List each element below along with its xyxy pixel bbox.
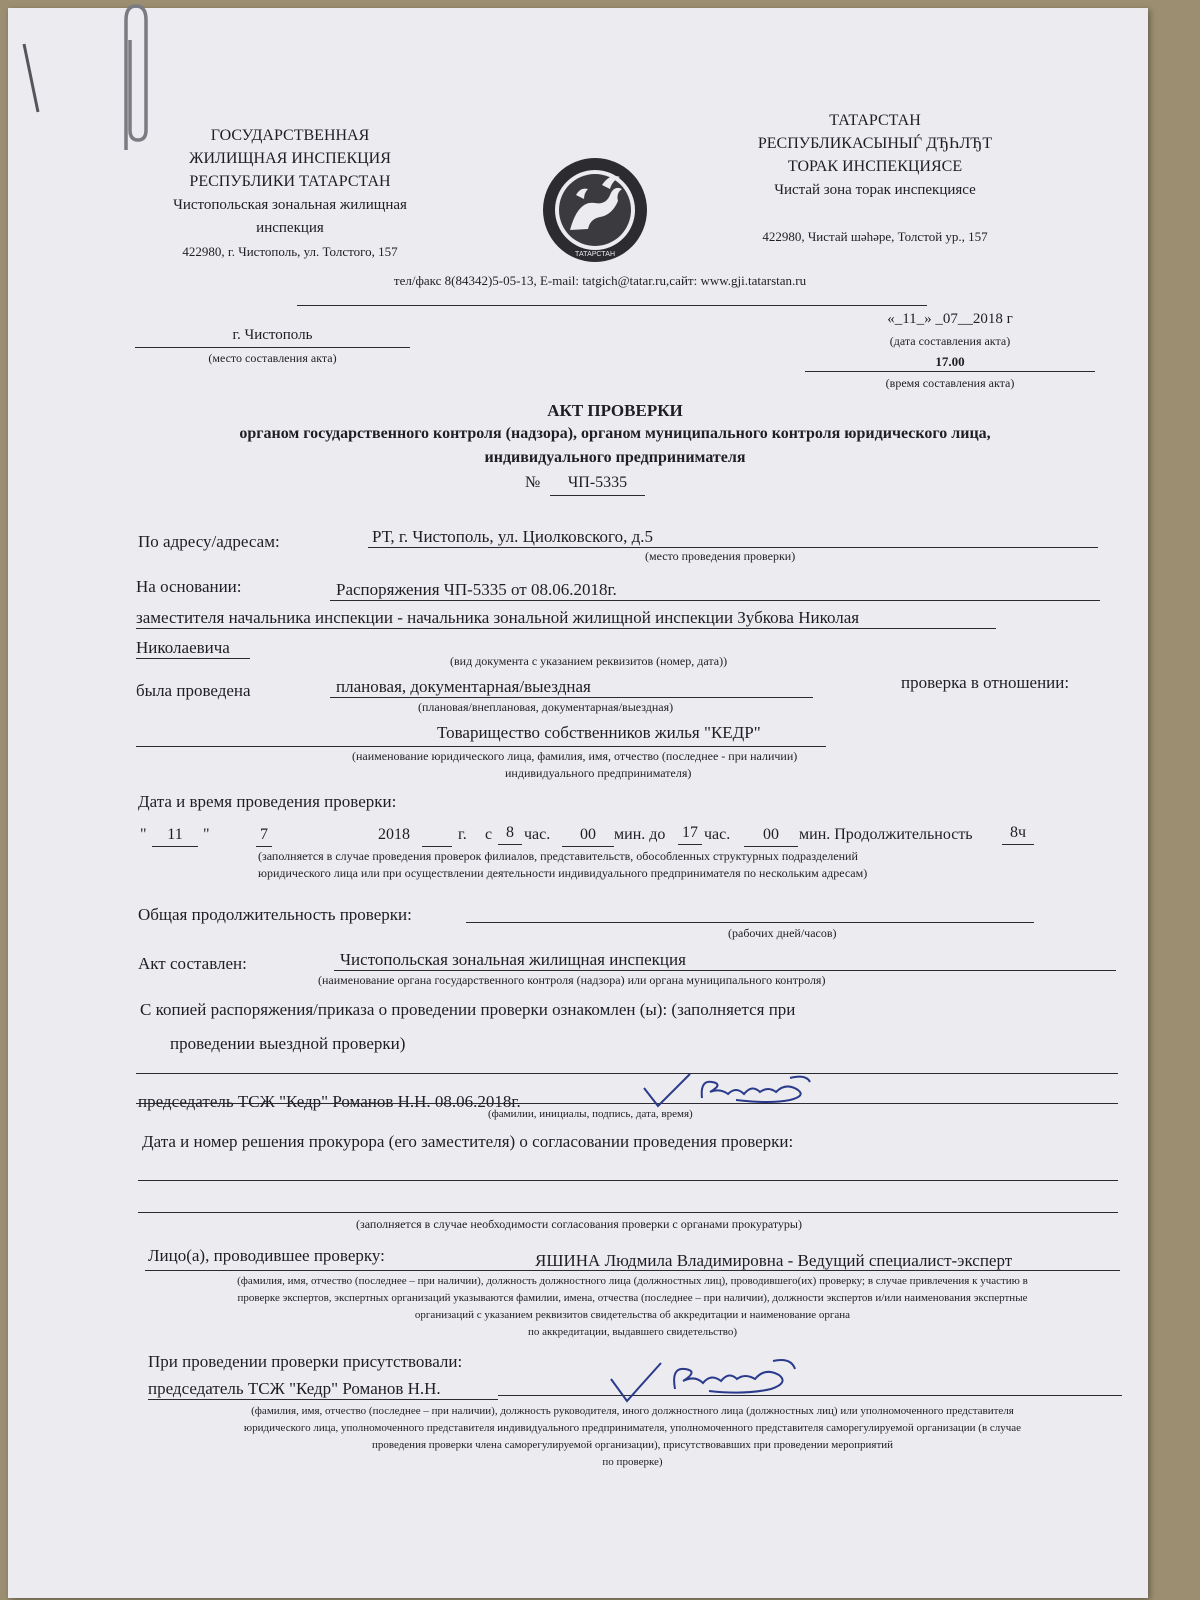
- datetime-caption2: юридического лица или при осуществлении деятельности индивидуального предпринимателя по нескольким адресам): [258, 866, 868, 880]
- header-left-line2: ЖИЛИЩНАЯ ИНСПЕКЦИЯ: [189, 150, 391, 167]
- copy-caption: (фамилии, инициалы, подпись, дата, время): [488, 1108, 693, 1120]
- copy-value: председатель ТСЖ "Кедр" Романов Н.Н. 08.06.2018г.: [138, 1092, 521, 1111]
- prosecutor-caption: (заполняется в случае необходимости согласования проверки с органами прокуратуры): [356, 1217, 802, 1231]
- composed-line: [334, 970, 1116, 971]
- present-caption1: (фамилия, имя, отчество (последнее – при наличии), должность руководителя, иного должностного лица (должностных лиц) или уполномоченного представителя: [251, 1405, 1014, 1417]
- datetime-from-hour-line: [498, 844, 522, 845]
- datetime-to-hour: 17: [682, 824, 698, 841]
- act-number-label: №: [525, 474, 541, 491]
- datetime-min-word: мин. до: [614, 826, 666, 843]
- place-value: г. Чистополь: [232, 327, 313, 343]
- inspector-caption3: организаций с указанием реквизитов свидетельства об аккредитации и наименование органа: [414, 1309, 851, 1321]
- address-value: РТ, г. Чистополь, ул. Циолковского, д.5: [372, 527, 653, 546]
- prosecutor-label: Дата и номер решения прокурора (его заместителя) о согласовании проведения проверки:: [142, 1132, 794, 1151]
- datetime-to-min: 00: [763, 826, 779, 843]
- act-subtitle-line2: индивидуального предпринимателя: [484, 449, 746, 466]
- conducted-caption: (плановая/внеплановая, документарная/выездная): [418, 700, 674, 714]
- act-number: ЧП-5335: [567, 474, 628, 491]
- basis-line3-underline: [136, 658, 250, 659]
- conducted-value: плановая, документарная/выездная: [336, 677, 591, 696]
- datetime-label: Дата и время проведения проверки:: [138, 792, 397, 811]
- copy-line2: проведении выездной проверки): [170, 1034, 406, 1053]
- time-value: 17.00: [935, 354, 965, 369]
- datetime-hour-word: час.: [524, 826, 551, 843]
- inspector-caption4: по аккредитации, выдавшего свидетельство): [527, 1326, 738, 1338]
- basis-value: Распоряжения ЧП-5335 от 08.06.2018г.: [336, 580, 617, 599]
- header-divider: [297, 305, 927, 306]
- time-caption: (время составления акта): [885, 376, 1015, 390]
- entity-line: [136, 746, 826, 747]
- entity-value: Товарищество собственников жилья "КЕДР": [437, 723, 761, 742]
- datetime-duration: 8ч: [1009, 824, 1027, 841]
- datetime-g: г.: [458, 826, 467, 843]
- inspector-line: [145, 1270, 1120, 1271]
- datetime-month: 7: [260, 826, 268, 843]
- datetime-year: 2018: [378, 826, 410, 843]
- total-caption: (рабочих дней/часов): [728, 926, 837, 940]
- tatarstan-emblem-icon: [540, 155, 650, 265]
- inspector-label: Лицо(а), проводившее проверку:: [148, 1246, 385, 1265]
- place-line: [135, 347, 410, 348]
- prosecutor-line1: [138, 1180, 1118, 1181]
- paperclip-icon: [112, 0, 152, 160]
- copy-line1: С копией распоряжения/приказа о проведении проверки ознакомлен (ы): (заполняется при: [140, 1000, 796, 1019]
- basis-label: На основании:: [136, 577, 242, 596]
- total-line: [466, 922, 1034, 923]
- basis-line2: заместителя начальника инспекции - начальника зональной жилищной инспекции Зубкова Николая: [136, 608, 860, 627]
- basis-line: [330, 600, 1100, 601]
- datetime-quote-close: ": [203, 826, 210, 843]
- date-caption: (дата составления акта): [889, 334, 1011, 348]
- datetime-day: 11: [167, 826, 183, 843]
- pencil-mark-icon: [20, 40, 44, 120]
- conducted-suffix: проверка в отношении:: [901, 673, 1070, 692]
- datetime-to-hour-line: [678, 844, 702, 845]
- basis-caption: (вид документа с указанием реквизитов (номер, дата)): [450, 654, 728, 668]
- prosecutor-line2: [138, 1212, 1118, 1213]
- present-caption4: по проверке): [602, 1456, 663, 1468]
- datetime-duration-line: [1002, 844, 1034, 845]
- address-label: По адресу/адресам:: [138, 532, 280, 551]
- header-left-line5: инспекция: [256, 220, 324, 236]
- inspector-caption1: (фамилия, имя, отчество (последнее – при наличии), должность должностного лица (должностных лиц), проводившего(их) проверку; в случае привлечения к участию в: [237, 1275, 1028, 1287]
- composed-value: Чистопольская зональная жилищная инспекция: [340, 950, 686, 969]
- total-label: Общая продолжительность проверки:: [138, 905, 412, 924]
- basis-line3: Николаевича: [136, 638, 230, 657]
- present-label: При проведении проверки присутствовали:: [148, 1352, 463, 1371]
- entity-caption1: (наименование юридического лица, фамилия, имя, отчество (последнее - при наличии): [352, 749, 798, 763]
- datetime-month-line: [256, 846, 272, 847]
- header-left-address: 422980, г. Чистополь, ул. Толстого, 157: [182, 244, 398, 259]
- address-caption: (место проведения проверки): [645, 549, 796, 563]
- header-left-line4: Чистопольская зональная жилищная: [173, 197, 407, 213]
- place-caption: (место составления акта): [208, 351, 337, 365]
- header-right-line3: ТОРАК ИНСПЕКЦИЯСЕ: [787, 158, 963, 175]
- signature-icon: [605, 1355, 815, 1405]
- conducted-line: [330, 697, 813, 698]
- present-value-underline: [148, 1399, 498, 1400]
- datetime-hour-word2: час.: [704, 826, 731, 843]
- act-subtitle-line1: органом государственного контроля (надзора), органом муниципального контроля юридического лица,: [239, 425, 991, 442]
- header-right-line1: ТАТАРСТАН: [829, 112, 921, 129]
- datetime-from-min: 00: [580, 826, 596, 843]
- datetime-day-line: [152, 846, 198, 847]
- datetime-caption1: (заполняется в случае проведения проверок филиалов, представительств, обособленных структурных подразделений: [258, 849, 858, 863]
- present-caption3: проведения проверки члена саморегулируемой организации), присутствовавших при проведении мероприятий: [371, 1439, 894, 1451]
- datetime-s: с: [485, 826, 493, 843]
- datetime-to-min-line: [744, 846, 798, 847]
- emblem-text: ТАТАРСТАН: [574, 251, 616, 258]
- header-left-line1: ГОСУДАРСТВЕННАЯ: [210, 127, 370, 144]
- datetime-quote-open: ": [140, 826, 147, 843]
- datetime-min-word2: мин. Продолжительность: [799, 826, 973, 843]
- composed-label: Акт составлен:: [138, 954, 247, 973]
- datetime-blank-line: [422, 846, 452, 847]
- act-title: АКТ ПРОВЕРКИ: [547, 401, 683, 420]
- conducted-label: была проведена: [136, 681, 251, 700]
- header-right-address: 422980, Чистай шәһәре, Толстой ур., 157: [762, 229, 988, 244]
- inspector-value: ЯШИНА Людмила Владимировна - Ведущий специалист-эксперт: [535, 1251, 1013, 1270]
- address-line: [368, 547, 1098, 548]
- contacts: тел/факс 8(84342)5-05-13, E-mail: tatgich@tatar.ru,сайт: www.gji.tatarstan.ru: [393, 273, 807, 288]
- copy-line: [136, 1103, 1118, 1104]
- copy-blank-line: [136, 1073, 1118, 1074]
- composed-caption: (наименование органа государственного контроля (надзора) или органа муниципального контроля): [318, 973, 826, 987]
- entity-caption2: индивидуального предпринимателя): [505, 766, 692, 780]
- act-number-line: [550, 495, 645, 496]
- time-line: [805, 371, 1095, 372]
- present-caption2: юридического лица, уполномоченного представителя индивидуального предпринимателя, уполномоченного представителя саморегулируемой организации (в случае: [243, 1422, 1022, 1434]
- inspector-caption2: проверке экспертов, экспертных организаций указываются фамилии, имена, отчества (последнее – при наличии), должности экспертов и/или наименования экспертные: [237, 1292, 1028, 1304]
- datetime-from-min-line: [562, 846, 614, 847]
- signature-icon: [640, 1070, 830, 1110]
- present-value: председатель ТСЖ "Кедр" Романов Н.Н.: [148, 1379, 441, 1398]
- datetime-from-hour: 8: [506, 824, 514, 841]
- header-left-line3: РЕСПУБЛИКИ ТАТАРСТАН: [189, 173, 391, 190]
- basis-line2-underline: [136, 628, 996, 629]
- header-right-line4: Чистай зона торак инспекциясе: [774, 182, 976, 198]
- header-right-line2: РЕСПУБЛИКАСЫНЫЃ ДЂҺЛЂТ: [757, 135, 993, 152]
- date-value: «_11_» _07__2018 г: [887, 311, 1013, 327]
